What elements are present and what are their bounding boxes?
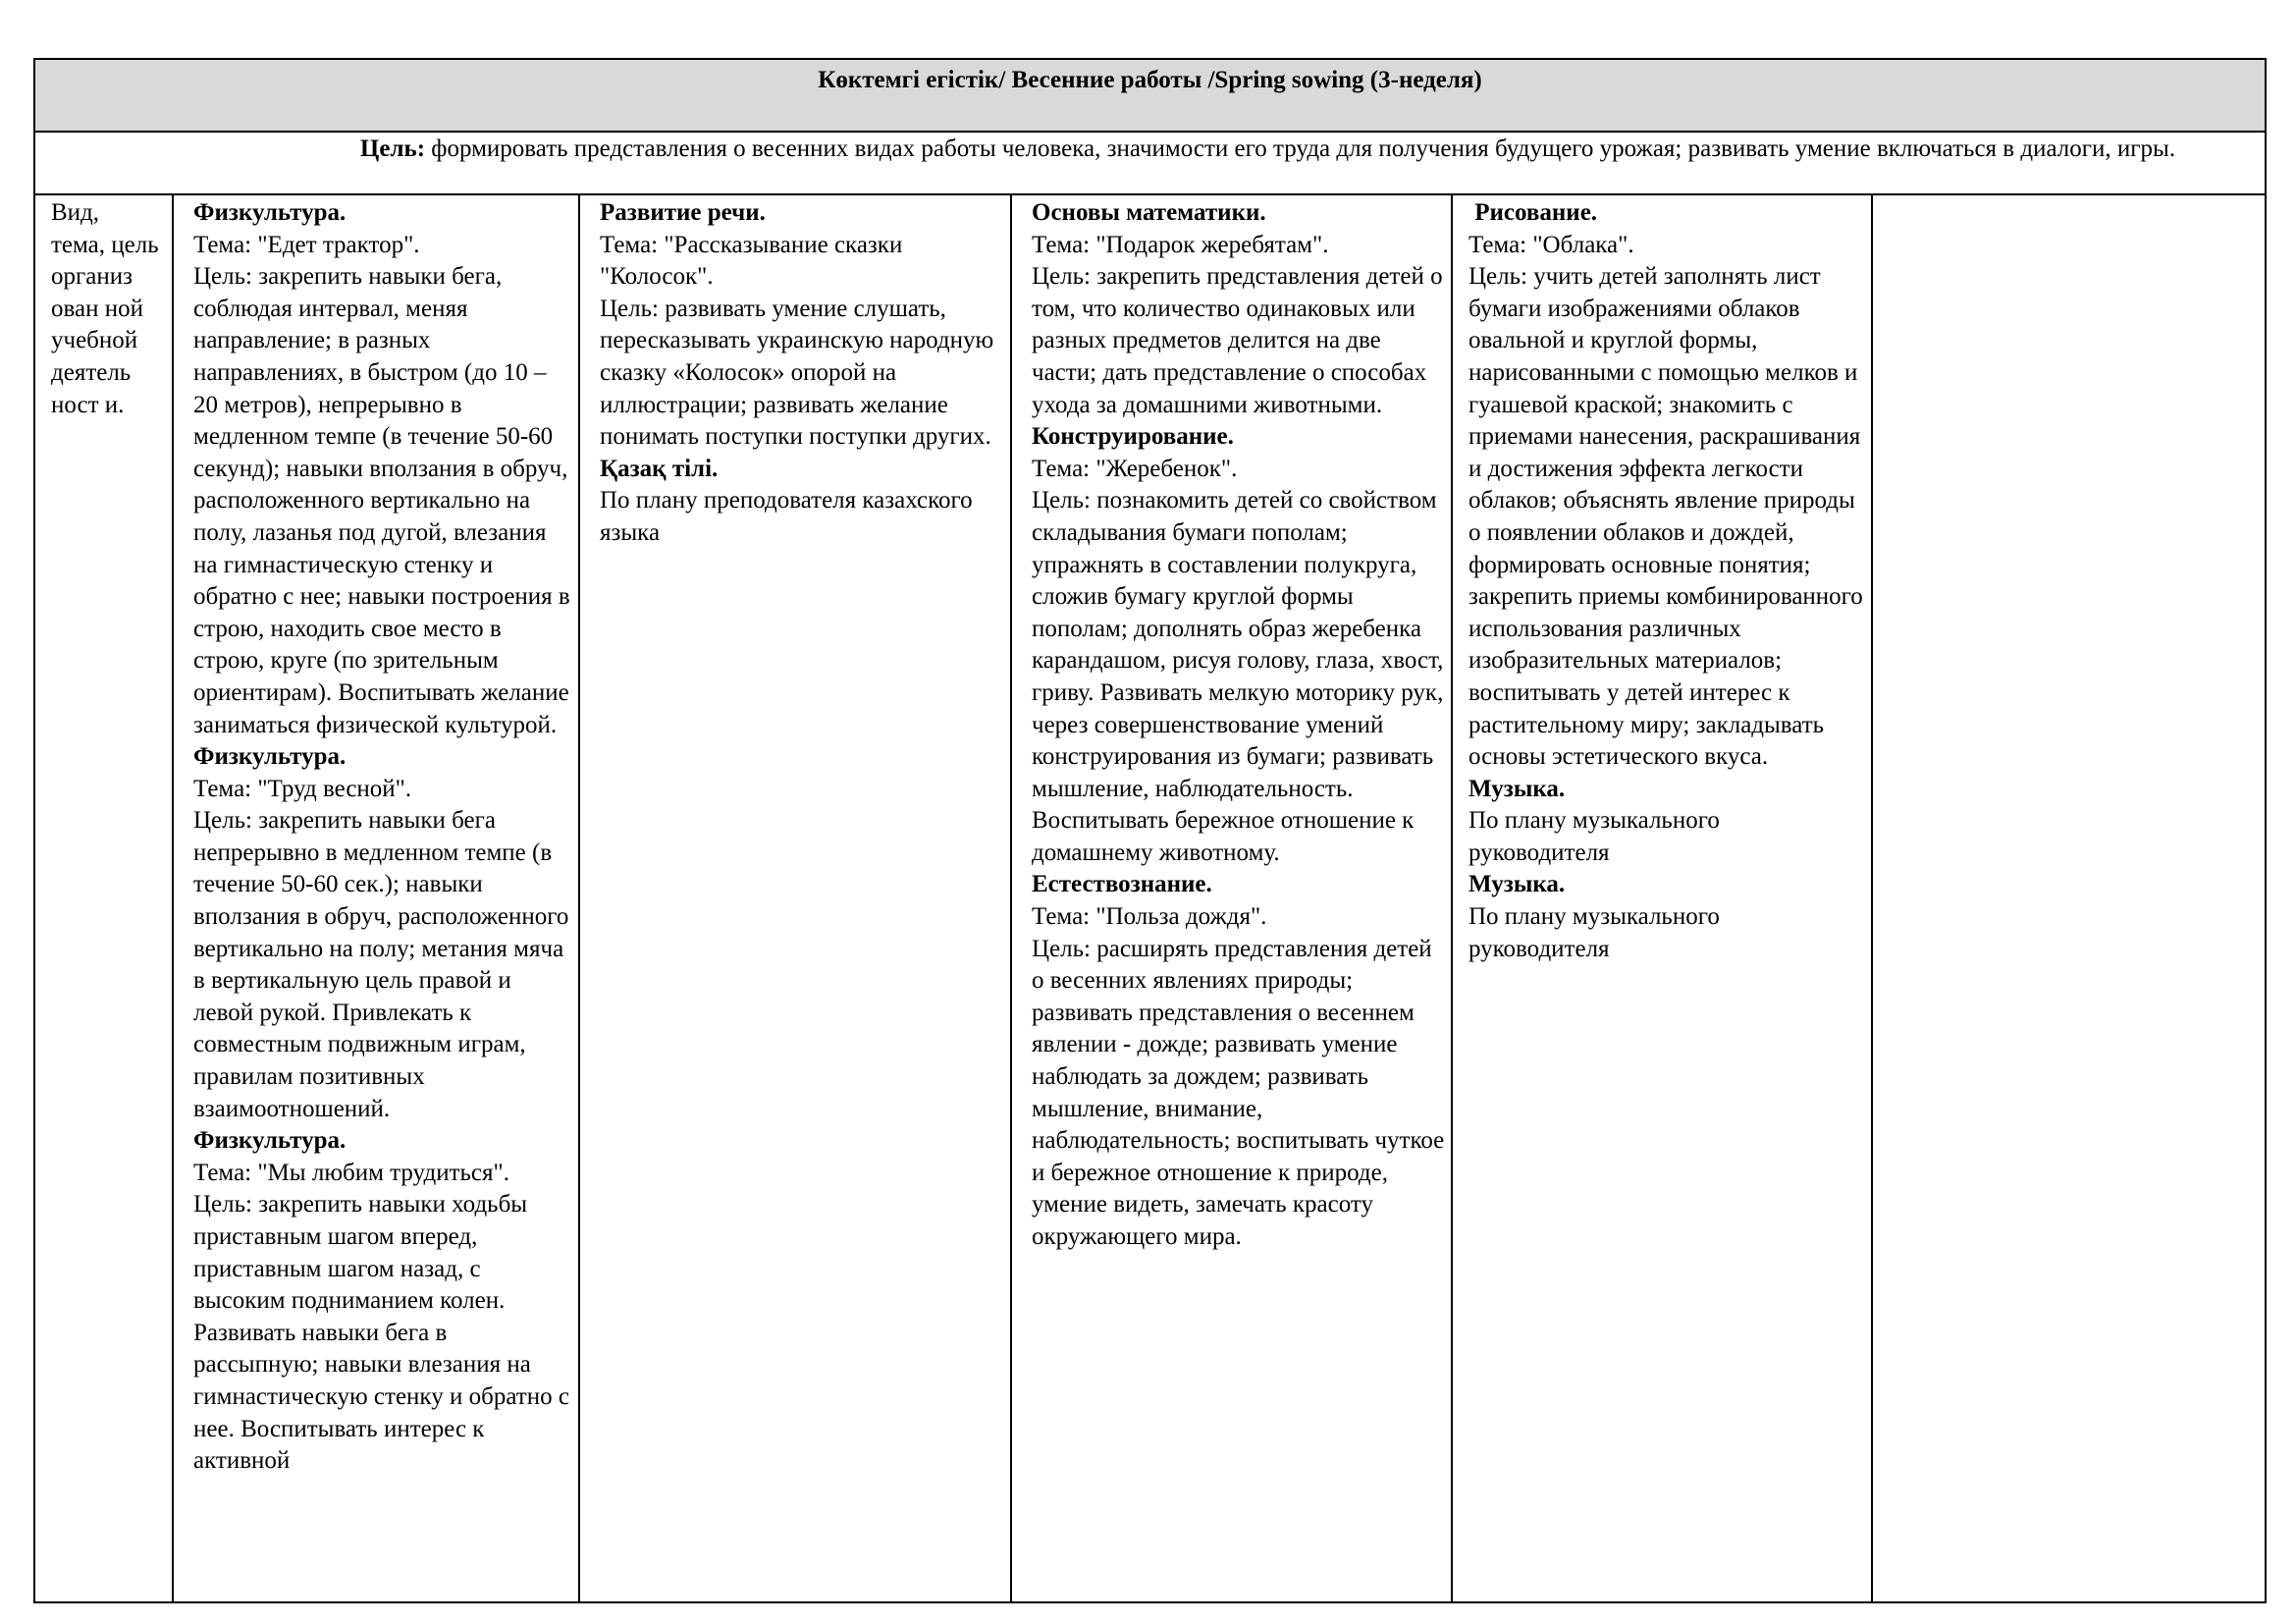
block-heading: Физкультура. <box>193 199 347 226</box>
goal-statement <box>35 135 2265 164</box>
column-empty <box>1872 194 2266 1602</box>
block-theme: Тема: "Жеребенок". <box>1032 455 1238 482</box>
block-heading: Қазақ тілі. <box>600 455 719 482</box>
block-heading: Физкультура. <box>193 1127 347 1155</box>
block-heading: Рисование. <box>1468 199 1598 226</box>
block-text: Цель: учить детей заполнять лист бумаги изображениями облаков овальной и круглой формы, нарисованными с помощью мелков и гуашевой краской; знакомить с приемами нанесения, раскрашивания и достижения эффекта легкости облаков; объяснять явление природы о появлении облаков и дождей, формировать основные понятия; закрепить приемы комбинированного использования различных изобразительных материалов; воспитывать у детей интерес к растительному миру; закладывать основы эстетического вкуса. <box>1468 263 1863 771</box>
block-heading: Физкультура. <box>193 743 347 771</box>
goal-label: Цель: <box>359 135 426 162</box>
block-theme: Тема: "Мы любим трудиться". <box>193 1159 509 1186</box>
block-heading: Развитие речи. <box>600 199 766 226</box>
block-text: По плану преподователя казахского языка <box>600 487 973 546</box>
goal-row <box>34 132 2266 194</box>
block-theme: Тема: "Польза дождя". <box>1032 903 1267 931</box>
block-text: По плану музыкального руководителя <box>1468 807 1720 866</box>
column-drawing <box>1452 194 1872 1602</box>
block-theme: Тема: "Едет трактор". <box>193 231 420 258</box>
block-text-with-inline-heading <box>1032 261 1445 454</box>
block-heading: Основы математики. <box>1032 199 1266 226</box>
block-heading: Конструирование. <box>1032 423 1234 451</box>
block-theme: Тема: "Труд весной". <box>193 775 412 802</box>
block-theme: Тема: "Подарок жеребятам". <box>1032 231 1329 258</box>
page-title: Көктемгі егістік/ Весенние работы /Spring sowing (3-неделя) <box>818 67 1482 93</box>
title-bar <box>34 59 2266 132</box>
block-heading: Естествознание. <box>1032 871 1212 898</box>
block-theme: Тема: "Облака". <box>1468 231 1634 258</box>
block-text: Цель: закрепить навыки ходьбы приставным шагом вперед, приставным шагом назад, с высоким подниманием колен. Развивать навыки бега в рассыпную; навыки влезания на гимнастическую стенку и обратно с нее. Воспитывать интерес к активной <box>193 1191 569 1475</box>
goal-text: формировать представления о весенних видах работы человека, значимости его труда для получения будущего урожая; развивать умение включаться в диалоги, игры. <box>431 135 2176 162</box>
block-text: Цель: развивать умение слушать, пересказывать украинскую народную сказку «Колосок» опорой на иллюстрации; развивать желание понимать поступки поступки других. <box>600 295 994 451</box>
block-text: По плану музыкального руководителя <box>1468 903 1720 962</box>
schedule-page <box>33 58 2265 1603</box>
lesson-plan-table <box>33 58 2267 1603</box>
row-label: Вид, тема, цель организ ован ной учебной деятель ност и. <box>51 199 159 418</box>
block-text: Цель: закрепить навыки бега непрерывно в медленном темпе (в течение 50-60 сек.); навыки вползания в обруч, расположенного вертикально на полу; метания мяча в вертикальную цель правой и левой рукой. Привлекать к совместным подвижным играм, правилам позитивных взаимоотношений. <box>193 807 569 1122</box>
column-speech-development <box>579 194 1011 1602</box>
column-physical-education <box>173 194 579 1602</box>
block-text: Цель: познакомить детей со свойством складывания бумаги пополам; упражнять в составлении полукруга, сложив бумагу круглой формы пополам; дополнять образ жеребенка карандашом, рисуя голову, глаза, хвост, гриву. Развивать мелкую моторику рук, через совершенствование умений конструирования из бумаги; развивать мышление, наблюдательность. Воспитывать бережное отношение к домашнему животному. <box>1032 487 1444 866</box>
block-heading: Музыка. <box>1468 775 1566 802</box>
row-label-cell <box>34 194 173 1602</box>
block-theme: Тема: "Рассказывание сказки "Колосок". <box>600 231 903 291</box>
column-mathematics <box>1011 194 1452 1602</box>
block-heading: Музыка. <box>1468 871 1566 898</box>
block-text: Цель: закрепить представления детей о том, что количество одинаковых или разных предметов делится на две части; дать представление о способах ухода за домашними животными. <box>1032 263 1443 418</box>
block-text: Цель: расширять представления детей о весенних явлениях природы; развивать представления о весеннем явлении - дожде; развивать умение наблюдать за дождем; развивать мышление, внимание, наблюдательность; воспитывать чуткое и бережное отношение к природе, умение видеть, замечать красоту окружающего мира. <box>1032 935 1445 1250</box>
block-text: Цель: закрепить навыки бега, соблюдая интервал, меняя направление; в разных направлениях, в быстром (до 10 – 20 метров), непрерывно в медленном темпе (в течение 50-60 секунд); навыки вползания в обруч, расположенного вертикально на полу, лазанья под дугой, влезания на гимнастическую стенку и обратно с нее; навыки построения в строю, находить свое место в строю, круге (по зрительным ориентирам). Воспитывать желание заниматься физической культурой. <box>193 263 570 738</box>
